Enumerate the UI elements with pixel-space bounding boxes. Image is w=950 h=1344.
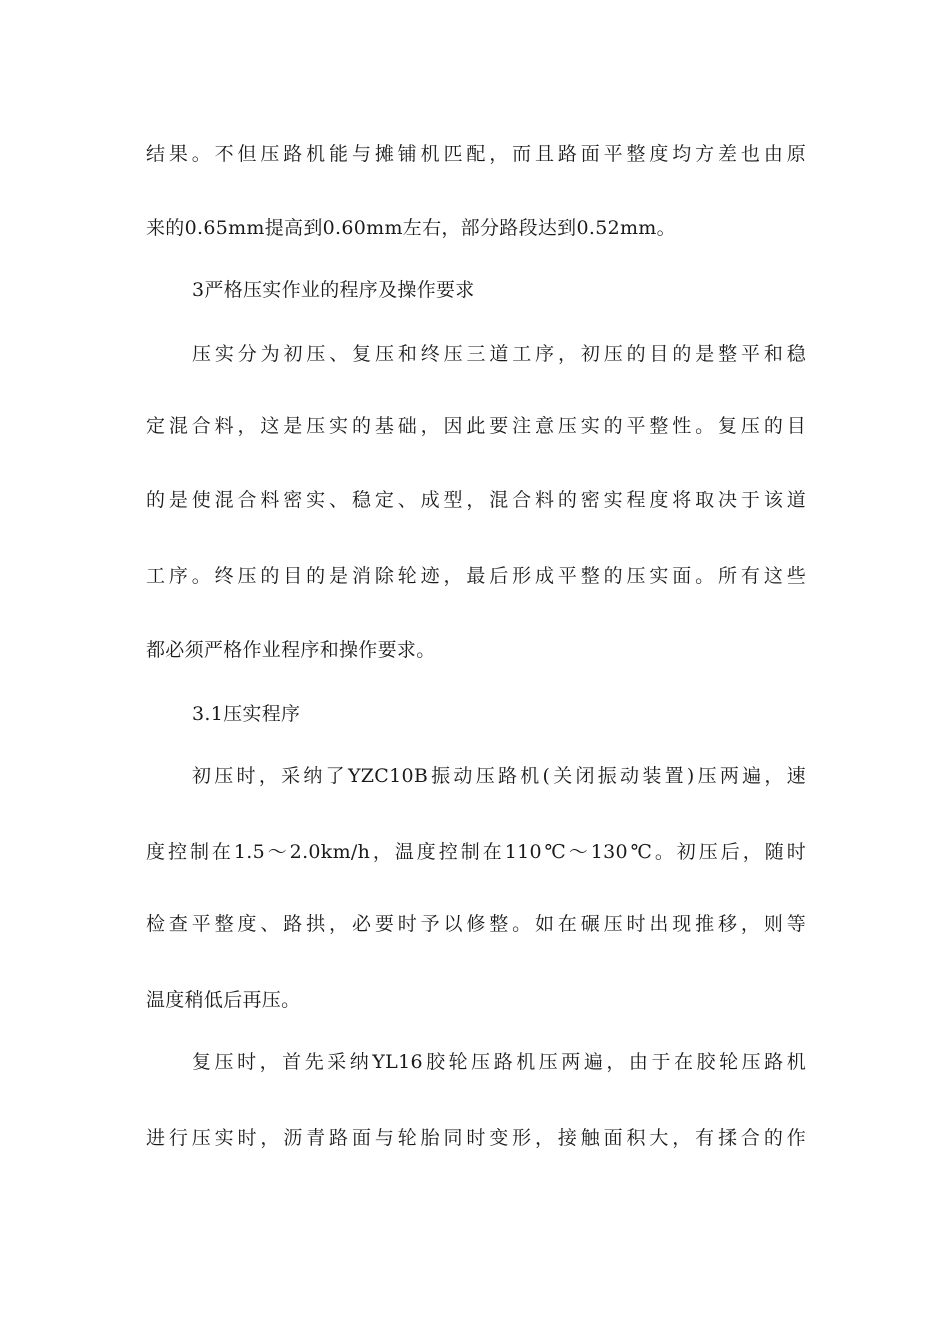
paragraph-line: 初压时，采纳了YZC10B振动压路机(关闭振动装置)压两遍，速 — [192, 765, 806, 787]
paragraph-line: 进行压实时，沥青路面与轮胎同时变形，接触面积大，有揉合的作 — [146, 1127, 806, 1149]
subsection-heading: 3.1压实程序 — [192, 703, 301, 725]
paragraph-line: 温度稍低后再压。 — [146, 989, 301, 1011]
paragraph-line: 结果。不但压路机能与摊铺机匹配，而且路面平整度均方差也由原 — [146, 143, 806, 165]
paragraph-line: 来的0.65mm提高到0.60mm左右，部分路段达到0.52mm。 — [146, 217, 676, 239]
paragraph-line: 检查平整度、路拱，必要时予以修整。如在碾压时出现推移，则等 — [146, 913, 806, 935]
paragraph-line: 工序。终压的目的是消除轮迹，最后形成平整的压实面。所有这些 — [146, 565, 806, 587]
section-heading: 3严格压实作业的程序及操作要求 — [192, 279, 475, 301]
paragraph-line: 的是使混合料密实、稳定、成型，混合料的密实程度将取决于该道 — [146, 489, 806, 511]
paragraph-line: 复压时，首先采纳YL16胶轮压路机压两遍，由于在胶轮压路机 — [192, 1051, 806, 1073]
paragraph-line: 压实分为初压、复压和终压三道工序，初压的目的是整平和稳 — [192, 343, 806, 365]
paragraph-line: 定混合料，这是压实的基础，因此要注意压实的平整性。复压的目 — [146, 415, 806, 437]
paragraph-line: 度控制在1.5～2.0km/h，温度控制在110℃～130℃。初压后，随时 — [146, 841, 806, 863]
paragraph-line: 都必须严格作业程序和操作要求。 — [146, 639, 436, 661]
